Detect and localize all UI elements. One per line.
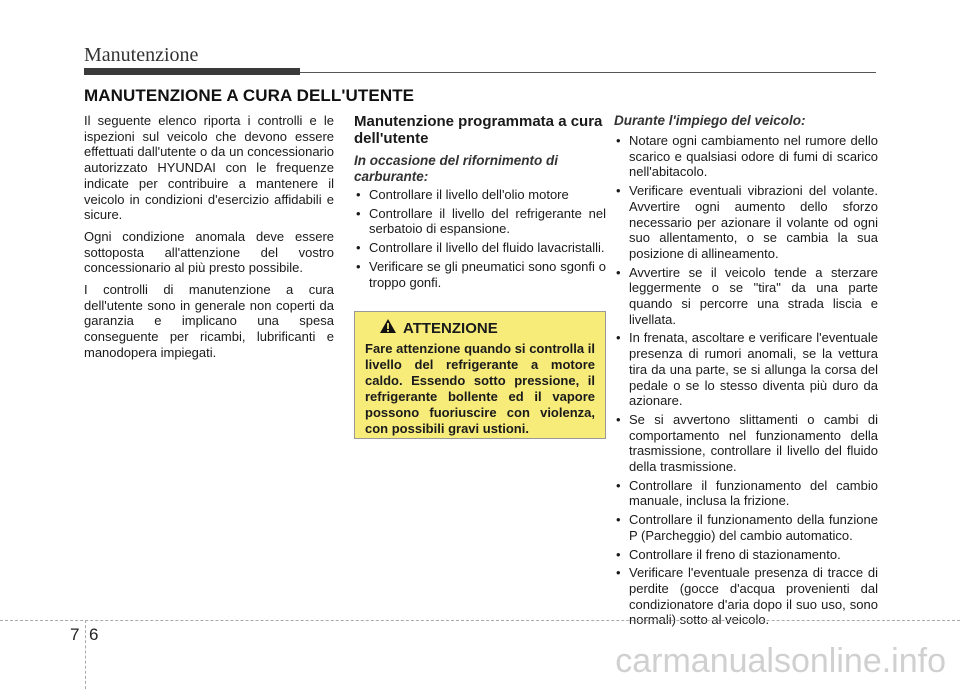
list-item: • Controllare il livello del refrigerante nel serbatoio di espansione. — [356, 205, 606, 237]
warning-title — [379, 318, 595, 338]
bullet-icon: • — [616, 565, 621, 581]
page-number: 6 — [89, 625, 99, 644]
bullet-icon: • — [616, 512, 621, 528]
watermark: carmanualsonline.info — [615, 642, 946, 680]
bullet-icon: • — [616, 411, 621, 427]
bullet-icon: • — [356, 187, 361, 202]
chapter-title: Manutenzione — [84, 44, 199, 66]
page-chapter-number: 7 — [70, 625, 80, 644]
header-rule-thick — [84, 68, 300, 75]
intro-paragraph-3: I controlli di manutenzione a cura dell'utente sono in generale non coperti da garanzia e implicano una spesa conseguente per ricambi, lubrificanti e manodopera impiegati. — [84, 282, 334, 360]
page-number-divider — [85, 620, 86, 689]
bullet-icon: • — [616, 546, 621, 562]
list-item: • Se si avvertono slittamenti o cambi di comportamento nel funzionamento della trasmissione, controllare il livello del fluido della trasmissione. — [616, 411, 878, 475]
list-item: • Controllare il funzionamento del cambio manuale, inclusa la frizione. — [616, 477, 878, 509]
intro-paragraph-2: Ogni condizione anomala deve essere sottoposta all'attenzione del vostro concessionario al più presto possibile. — [84, 228, 334, 276]
column-intro — [84, 113, 334, 367]
scheduled-maintenance-heading: Manutenzione programmata a cura dell'utente — [354, 113, 603, 147]
list-item: • Controllare il livello del fluido lavacristalli. — [356, 240, 605, 256]
bullet-icon: • — [616, 183, 621, 199]
bullet-icon: • — [356, 258, 361, 274]
section-title: MANUTENZIONE A CURA DELL'UTENTE — [84, 86, 415, 105]
footer-divider — [0, 620, 960, 621]
list-item: • Verificare se gli pneumatici sono sgonfi o troppo gonfi. — [356, 258, 606, 290]
list-item: • In frenata, ascoltare e verificare l'eventuale presenza di rumori anomali, se la vettura tira da una parte, se si allunga la corsa del pedale o se lo stesso diventa più duro da azionare. — [616, 330, 878, 409]
driving-checklist — [614, 133, 878, 628]
column-scheduled-maintenance — [354, 113, 606, 293]
list-item: • Notare ogni cambiamento nel rumore dello scarico e qualsiasi odore di fumi di scarico nell'abitacolo. — [616, 133, 878, 180]
bullet-icon: • — [616, 477, 621, 493]
bullet-icon: • — [616, 133, 621, 148]
warning-box — [354, 311, 606, 439]
header-rule-thin — [300, 72, 876, 73]
intro-paragraph-1: Il seguente elenco riporta i controlli e le ispezioni sul veicolo che devono essere effettuati dall'utente o da un concessionario autorizzato HYUNDAI con le frequenze indicate per contribuire a mantenere il veicolo in condizioni d'esercizio affidabili e sicure. — [84, 113, 334, 223]
bullet-icon: • — [356, 240, 361, 256]
list-item: • Controllare il livello dell'olio motore — [356, 187, 569, 202]
list-item: • Avvertire se il veicolo tende a sterzare leggermente o se "tira" da una parte quando si percorre una strada liscia e livellata. — [616, 264, 878, 327]
warning-title-text: ATTENZIONE — [403, 319, 498, 337]
column-driving-checks — [614, 113, 878, 631]
list-item: • Controllare il funzionamento della funzione P (Parcheggio) del cambio automatico. — [616, 512, 878, 543]
bullet-icon: • — [356, 205, 361, 221]
list-item: • Verificare l'eventuale presenza di tracce di perdite (gocce d'acqua provenienti dal condizionatore d'aria dopo il suo uso, sono normali) sotto al veicolo. — [616, 565, 878, 628]
bullet-icon: • — [616, 264, 621, 280]
refueling-subheading: In occasione del rifornimento di carburante: — [354, 153, 559, 184]
bullet-icon: • — [616, 330, 621, 346]
driving-subheading: Durante l'impiego del veicolo: — [614, 113, 806, 128]
warning-triangle-icon — [379, 318, 397, 338]
list-item: • Verificare eventuali vibrazioni del volante. Avvertire ogni aumento dello sforzo necessario per azionare il volante od ogni suo allentamento, o se cambia la sua posizione di allineamento. — [616, 183, 878, 261]
warning-text: Fare attenzione quando si controlla il livello del refrigerante a motore caldo. Essendo sotto pressione, il refrigerante bollente ed il vapore possono fuoriuscire con violenza, con possibili gravi ustioni. — [365, 341, 595, 436]
list-item: • Controllare il freno di stazionamento. — [616, 546, 841, 562]
refueling-checklist — [354, 187, 606, 290]
